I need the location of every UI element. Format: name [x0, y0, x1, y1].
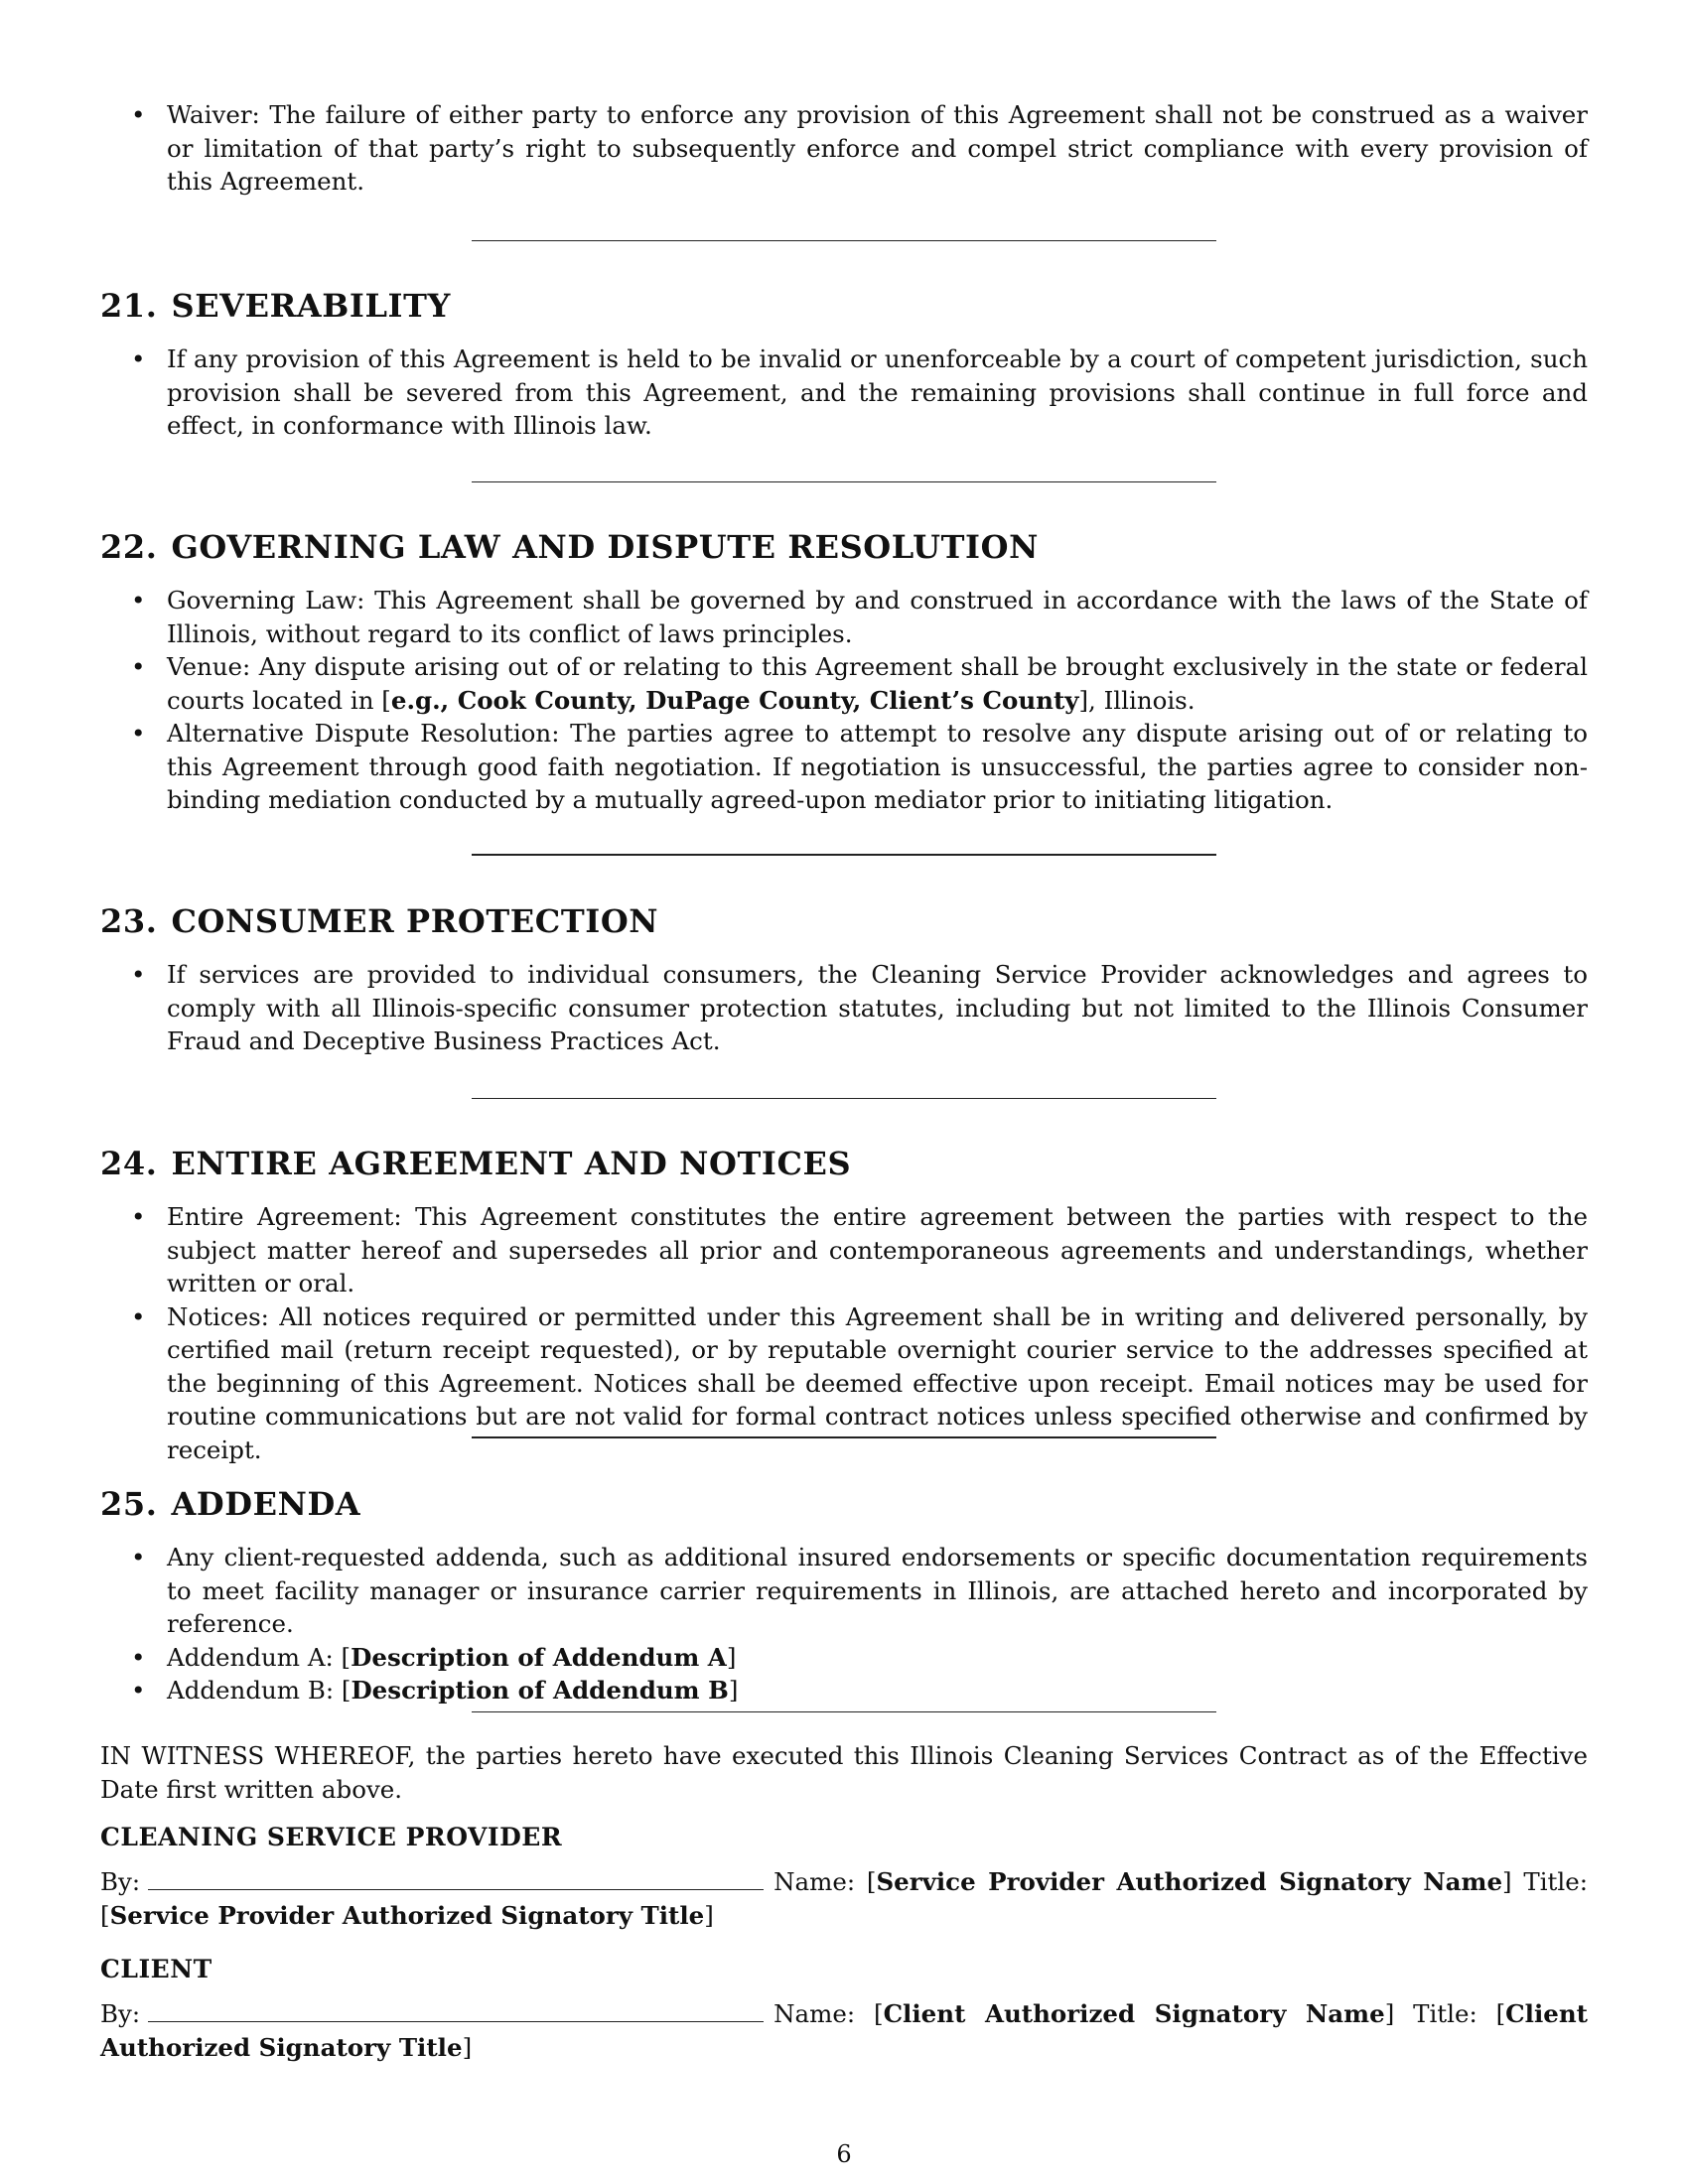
section-number: 22.: [100, 528, 158, 566]
list-item: • Notices: All notices required or permitted under this Agreement shall be in writing and delivered personally, by certified mail (return receipt requested), or by reputable overnight courier service to the addresses specified at the beginning of this Agreement. Notices shall be deemed effective upon receipt. Email notices may be used for routine communications but are not valid for formal contract notices unless specified otherwise and confirmed by receipt.: [167, 1300, 1588, 1467]
list-item: [167, 98, 1588, 199]
section-heading-24: [100, 1145, 851, 1182]
section-23-body: [100, 958, 1588, 1058]
section-heading-23: [100, 902, 658, 940]
client-name-placeholder: Client Authorized Signatory Name: [883, 1999, 1385, 2028]
section-25-body: [100, 1541, 1588, 1707]
client-title-placeholder: Client Authorized Signatory Title: [100, 1999, 1589, 2062]
waiver-text: The failure of either party to enforce any provision of this Agreement shall not be construed as a waiver or limitation of that party’s right to subsequently enforce and compel strict compliance with every provision of this Agreement.: [167, 100, 1588, 196]
section-divider: [472, 481, 1216, 482]
section-title: SEVERABILITY: [171, 287, 451, 325]
client-signature-line: By: Name: [Client Authorized Signatory Name] Title: [Client Authorized Signatory Title]: [100, 1999, 1589, 2062]
list-item: • Alternative Dispute Resolution: The parties agree to attempt to resolve any dispute arising out of or relating to this Agreement through good faith negotiation. If negotiation is unsuccessful, the parties agree to consider non-binding mediation conducted by a mutually agreed-upon mediator prior to initiating litigation.: [167, 717, 1588, 817]
section-number: 21.: [100, 287, 158, 325]
section-number: 25.: [100, 1485, 158, 1523]
section-heading-22: [100, 528, 1039, 566]
waiver-block: [100, 98, 1588, 199]
list-item: • Addendum B: [Description of Addendum B]: [167, 1674, 1588, 1707]
list-item: • Entire Agreement: This Agreement constitutes the entire agreement between the parties with respect to the subject matter hereof and supersedes all prior and contemporaneous agreements and understandings, whether written or oral.: [167, 1200, 1588, 1300]
section-heading-21: [100, 287, 451, 325]
list-item: • If any provision of this Agreement is held to be invalid or unenforceable by a court of competent jurisdiction, such provision shall be severed from this Agreement, and the remaining provisions shall continue in full force and effect, in conformance with Illinois law.: [167, 342, 1588, 443]
page-number: 6: [836, 2140, 852, 2168]
section-22-body: [100, 584, 1588, 817]
section-title: ADDENDA: [171, 1485, 361, 1523]
section-number: 23.: [100, 902, 158, 940]
section-number: 24.: [100, 1145, 158, 1182]
addendum-b-placeholder: Description of Addendum B: [351, 1676, 729, 1705]
section-title: CONSUMER PROTECTION: [171, 902, 659, 940]
list-item: • Venue: Any dispute arising out of or relating to this Agreement shall be brought exclusively in the state or federal courts located in [e.g., Cook County, DuPage County, Client’s County], Illinois.: [167, 650, 1588, 717]
section-title: GOVERNING LAW AND DISPUTE RESOLUTION: [171, 528, 1039, 566]
addendum-a-placeholder: Description of Addendum A: [351, 1642, 727, 1672]
provider-title-placeholder: Service Provider Authorized Signatory Title: [109, 1900, 705, 1930]
provider-signature-field[interactable]: [148, 1889, 764, 1890]
witness-block: [100, 1739, 1588, 1806]
section-heading-25: [100, 1485, 360, 1523]
list-item: • Any client-requested addenda, such as additional insured endorsements or specific documentation requirements to meet facility manager or insurance carrier requirements in Illinois, are attached hereto and incorporated by reference.: [167, 1541, 1588, 1641]
section-21-body: [100, 342, 1588, 443]
provider-signature-line: By: Name: [Service Provider Authorized Signatory Name] Title: [Service Provider Authorized Signatory Title]: [100, 1867, 1588, 1930]
provider-name-placeholder: Service Provider Authorized Signatory Name: [876, 1867, 1503, 1896]
section-divider: [472, 1711, 1216, 1712]
section-title: ENTIRE AGREEMENT AND NOTICES: [171, 1145, 852, 1182]
provider-signature-block: [100, 1823, 1588, 1932]
list-item: • Addendum A: [Description of Addendum A]: [167, 1641, 1588, 1675]
section-divider: [472, 240, 1216, 241]
client-signature-field[interactable]: [148, 2021, 764, 2022]
section-24-body: [100, 1200, 1588, 1466]
witness-statement: IN WITNESS WHEREOF, the parties hereto have executed this Illinois Cleaning Services Contract as of the Effective Date first written above.: [100, 1741, 1588, 1804]
section-divider: [472, 1436, 1216, 1438]
waiver-label: Waiver:: [167, 100, 260, 129]
section-divider: [472, 854, 1216, 856]
list-item: • If services are provided to individual consumers, the Cleaning Service Provider acknowledges and agrees to comply with all Illinois-specific consumer protection statutes, including but not limited to the Illinois Consumer Fraud and Deceptive Business Practices Act.: [167, 958, 1588, 1058]
section-divider: [472, 1098, 1216, 1099]
venue-placeholder: e.g., Cook County, DuPage County, Client’s County: [390, 685, 1079, 715]
provider-heading: CLEANING SERVICE PROVIDER: [100, 1823, 563, 1851]
list-item: • Governing Law: This Agreement shall be governed by and construed in accordance with the laws of the State of Illinois, without regard to its conflict of laws principles.: [167, 584, 1588, 650]
client-signature-block: [100, 1955, 1588, 2064]
client-heading: CLIENT: [100, 1955, 212, 1983]
